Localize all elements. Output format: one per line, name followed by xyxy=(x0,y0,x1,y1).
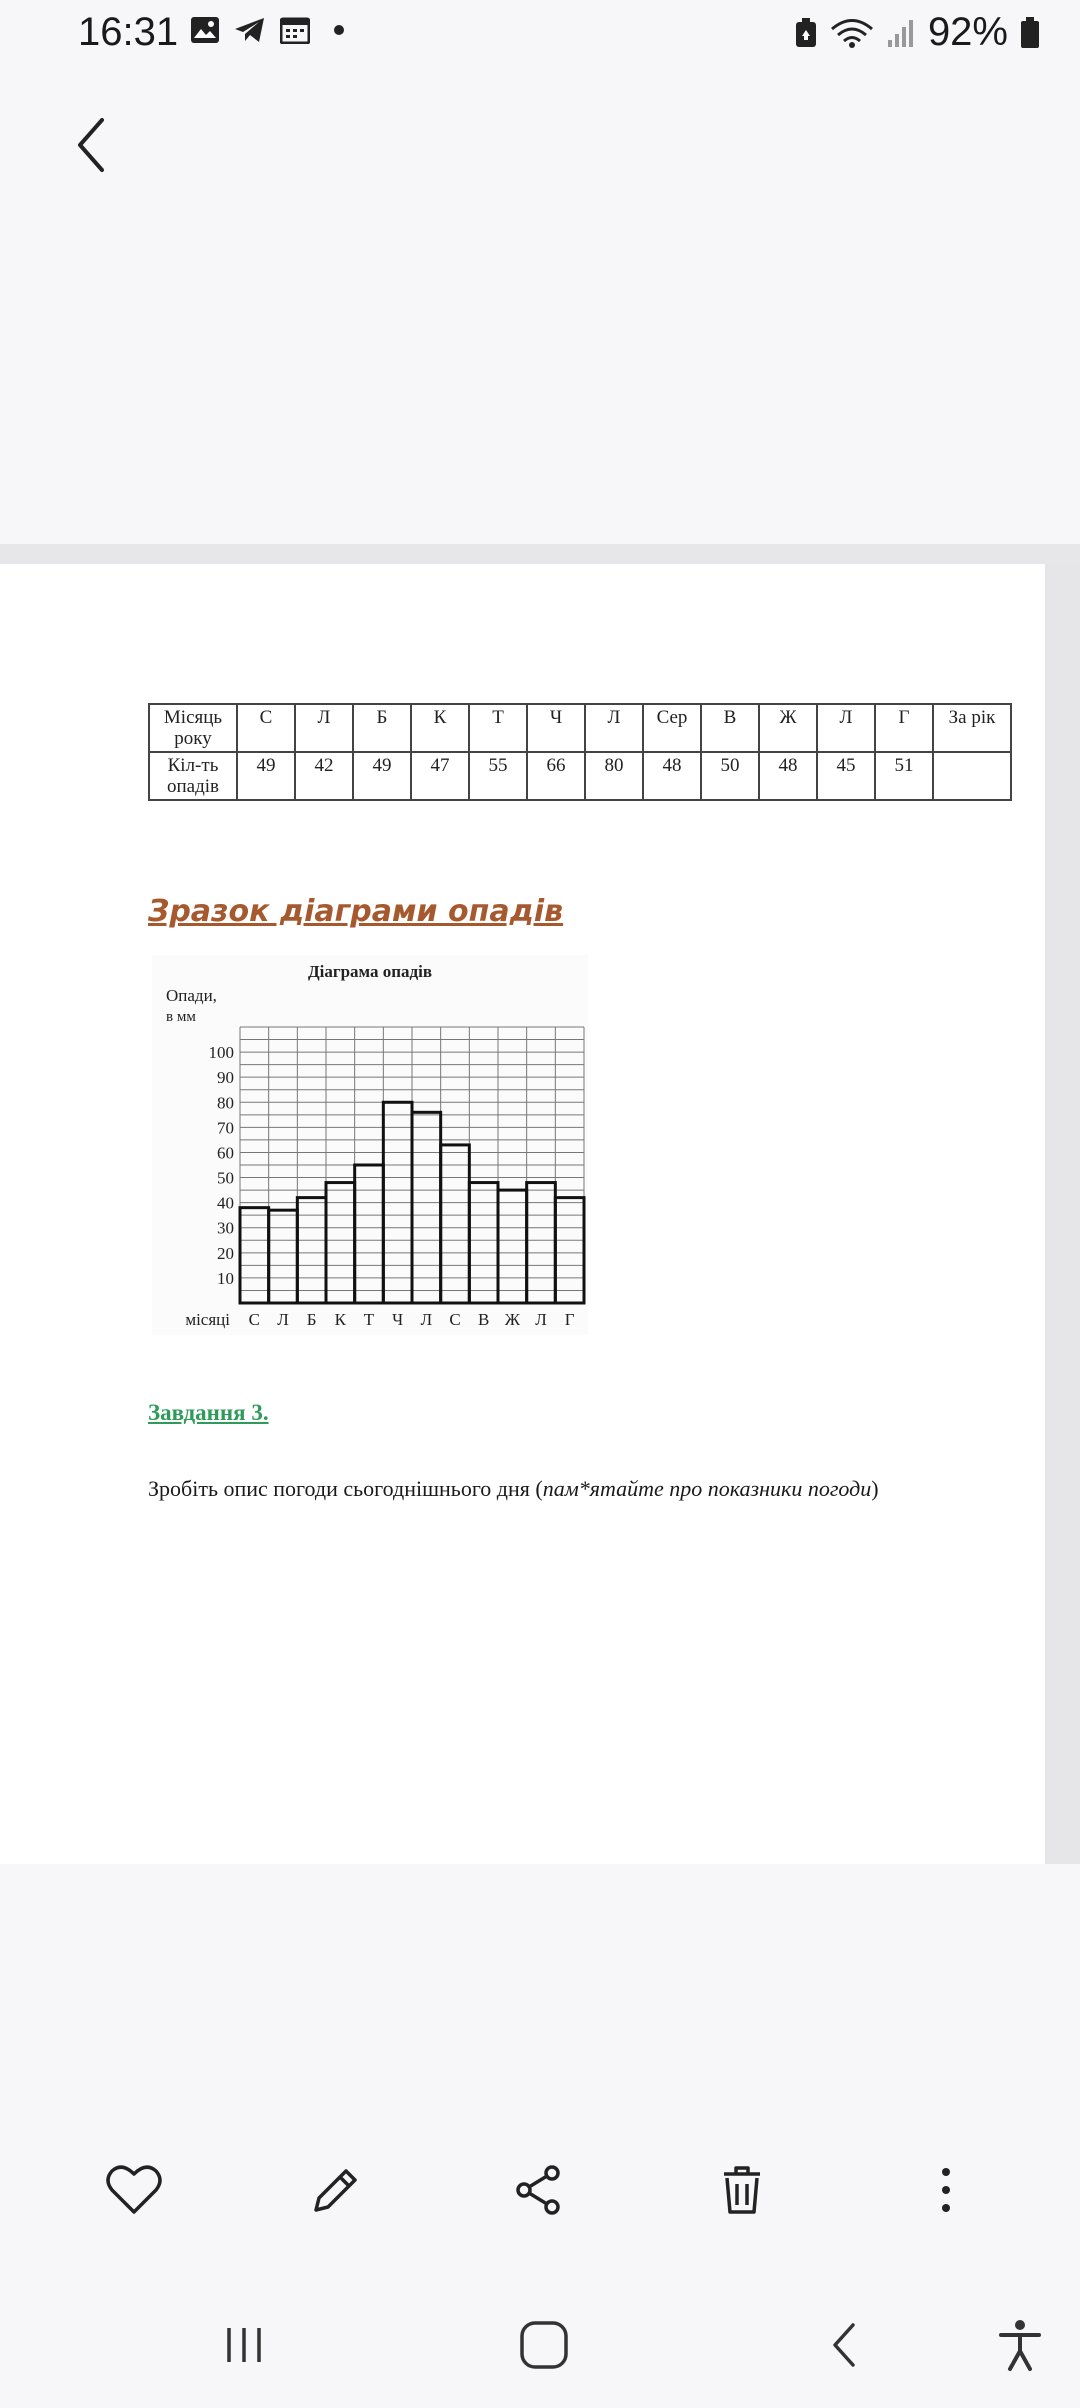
x-tick-label: К xyxy=(334,1310,347,1329)
share-icon xyxy=(508,2160,568,2220)
y-axis-label: Опади, xyxy=(166,986,217,1005)
x-tick-label: Г xyxy=(564,1310,575,1329)
back-button[interactable] xyxy=(66,110,126,180)
edit-button[interactable] xyxy=(296,2150,376,2230)
y-tick-label: 50 xyxy=(217,1168,234,1188)
table-cell: Місяць року xyxy=(149,704,237,752)
table-cell: Ж xyxy=(759,704,817,752)
chart-title: Діаграма опадів xyxy=(307,962,433,981)
table-cell: 66 xyxy=(527,752,585,800)
table-cell: Кіл-ть опадів xyxy=(149,752,237,800)
table-cell: 80 xyxy=(585,752,643,800)
table-cell: 47 xyxy=(411,752,469,800)
trash-icon xyxy=(712,2160,772,2220)
y-tick-label: 60 xyxy=(217,1143,234,1163)
table-cell: Г xyxy=(875,704,933,752)
y-tick-label: 40 xyxy=(217,1193,234,1213)
table-cell: 51 xyxy=(875,752,933,800)
chart-svg xyxy=(152,955,588,1335)
table-cell: За рік xyxy=(933,704,1011,752)
recent-apps-button[interactable] xyxy=(204,2310,284,2380)
x-tick-label: Ж xyxy=(504,1310,520,1329)
table-row-months xyxy=(149,704,1011,752)
more-vertical-icon xyxy=(931,2160,961,2220)
battery-percent: 92% xyxy=(927,10,1008,54)
pencil-icon xyxy=(306,2160,366,2220)
x-tick-label: Б xyxy=(306,1310,317,1329)
table-cell: Ч xyxy=(527,704,585,752)
table-row-values xyxy=(149,752,1011,800)
accessibility-button[interactable] xyxy=(980,2310,1060,2380)
y-tick-label: 10 xyxy=(217,1268,234,1288)
table-cell: Сер xyxy=(643,704,701,752)
precipitation-table xyxy=(148,703,1012,801)
gallery-icon xyxy=(190,16,220,44)
bottom-toolbar xyxy=(0,2150,1080,2240)
x-tick-label: Л xyxy=(420,1310,433,1329)
table-cell: Л xyxy=(295,704,353,752)
table-cell: 50 xyxy=(701,752,759,800)
x-tick-label: Ч xyxy=(392,1310,404,1329)
viewer-divider xyxy=(0,544,1080,564)
x-tick-label: В xyxy=(477,1310,490,1329)
y-tick-label: 30 xyxy=(217,1218,234,1238)
table-cell: К xyxy=(411,704,469,752)
home-button[interactable] xyxy=(504,2310,584,2380)
favorite-button[interactable] xyxy=(94,2150,174,2230)
y-tick-label: 80 xyxy=(217,1093,234,1113)
battery-icon xyxy=(1020,17,1040,49)
back-icon xyxy=(821,2317,871,2373)
table-cell: Т xyxy=(469,704,527,752)
x-axis-label: місяці xyxy=(185,1310,230,1329)
calendar-icon xyxy=(280,16,310,44)
chart-bar xyxy=(498,1190,527,1303)
battery-saver-icon xyxy=(794,18,818,48)
table-cell: 48 xyxy=(759,752,817,800)
task-text-plain: Зробіть опис погоди сьогоднішнього дня ( xyxy=(148,1476,543,1501)
chart-bar xyxy=(527,1183,556,1303)
table-cell: Л xyxy=(817,704,875,752)
table-cell: 45 xyxy=(817,752,875,800)
task-heading: Завдання 3. xyxy=(148,1400,269,1425)
table-cell: Б xyxy=(353,704,411,752)
table-cell: 49 xyxy=(353,752,411,800)
y-tick-label: 20 xyxy=(217,1243,234,1263)
chart-bar xyxy=(441,1145,470,1303)
table-cell xyxy=(933,752,1011,800)
y-tick-label: 100 xyxy=(208,1043,234,1063)
precipitation-chart xyxy=(152,955,588,1335)
dot-icon xyxy=(324,16,354,44)
table-cell: 48 xyxy=(643,752,701,800)
sample-chart-heading: Зразок діаграми опадів xyxy=(148,894,564,929)
x-tick-label: С xyxy=(248,1310,261,1329)
x-tick-label: Л xyxy=(535,1310,547,1329)
status-bar xyxy=(0,0,1080,70)
y-tick-label: 90 xyxy=(217,1068,234,1088)
chart-bar xyxy=(412,1112,441,1303)
chart-bar xyxy=(355,1165,384,1303)
table-cell: 55 xyxy=(469,752,527,800)
task-text xyxy=(148,1476,879,1502)
home-icon xyxy=(516,2317,572,2373)
y-axis-label: в мм xyxy=(166,1009,196,1025)
delete-button[interactable] xyxy=(702,2150,782,2230)
chart-bar xyxy=(555,1198,584,1303)
table-cell: Л xyxy=(585,704,643,752)
wifi-icon xyxy=(830,18,874,48)
status-time: 16:31 xyxy=(78,10,179,54)
system-nav-bar xyxy=(0,2300,1080,2390)
accessibility-icon xyxy=(995,2317,1045,2373)
status-system-icons xyxy=(794,10,1040,55)
heart-icon xyxy=(104,2162,164,2218)
task-text-italic: пам*ятайте про показники погоди xyxy=(542,1476,872,1501)
photo-edge xyxy=(1045,564,1080,1864)
table-cell: 42 xyxy=(295,752,353,800)
table-cell: С xyxy=(237,704,295,752)
chart-bar xyxy=(297,1198,326,1303)
table-cell: 49 xyxy=(237,752,295,800)
x-tick-label: Л xyxy=(277,1310,289,1329)
signal-icon xyxy=(886,18,916,48)
chart-bar xyxy=(326,1183,355,1303)
x-tick-label: С xyxy=(449,1310,461,1329)
status-notification-icons xyxy=(190,16,354,44)
task-text-end: ) xyxy=(871,1476,879,1501)
chart-bar xyxy=(469,1183,498,1303)
more-options-button[interactable] xyxy=(906,2150,986,2230)
chart-bar xyxy=(240,1208,269,1303)
system-back-button[interactable] xyxy=(806,2310,886,2380)
chart-bar xyxy=(269,1210,298,1303)
telegram-icon xyxy=(234,16,266,44)
x-tick-label: Т xyxy=(363,1310,375,1329)
chevron-left-icon xyxy=(66,110,126,180)
recent-apps-icon xyxy=(219,2320,269,2370)
share-button[interactable] xyxy=(498,2150,578,2230)
table-cell: В xyxy=(701,704,759,752)
y-tick-label: 70 xyxy=(217,1118,234,1138)
